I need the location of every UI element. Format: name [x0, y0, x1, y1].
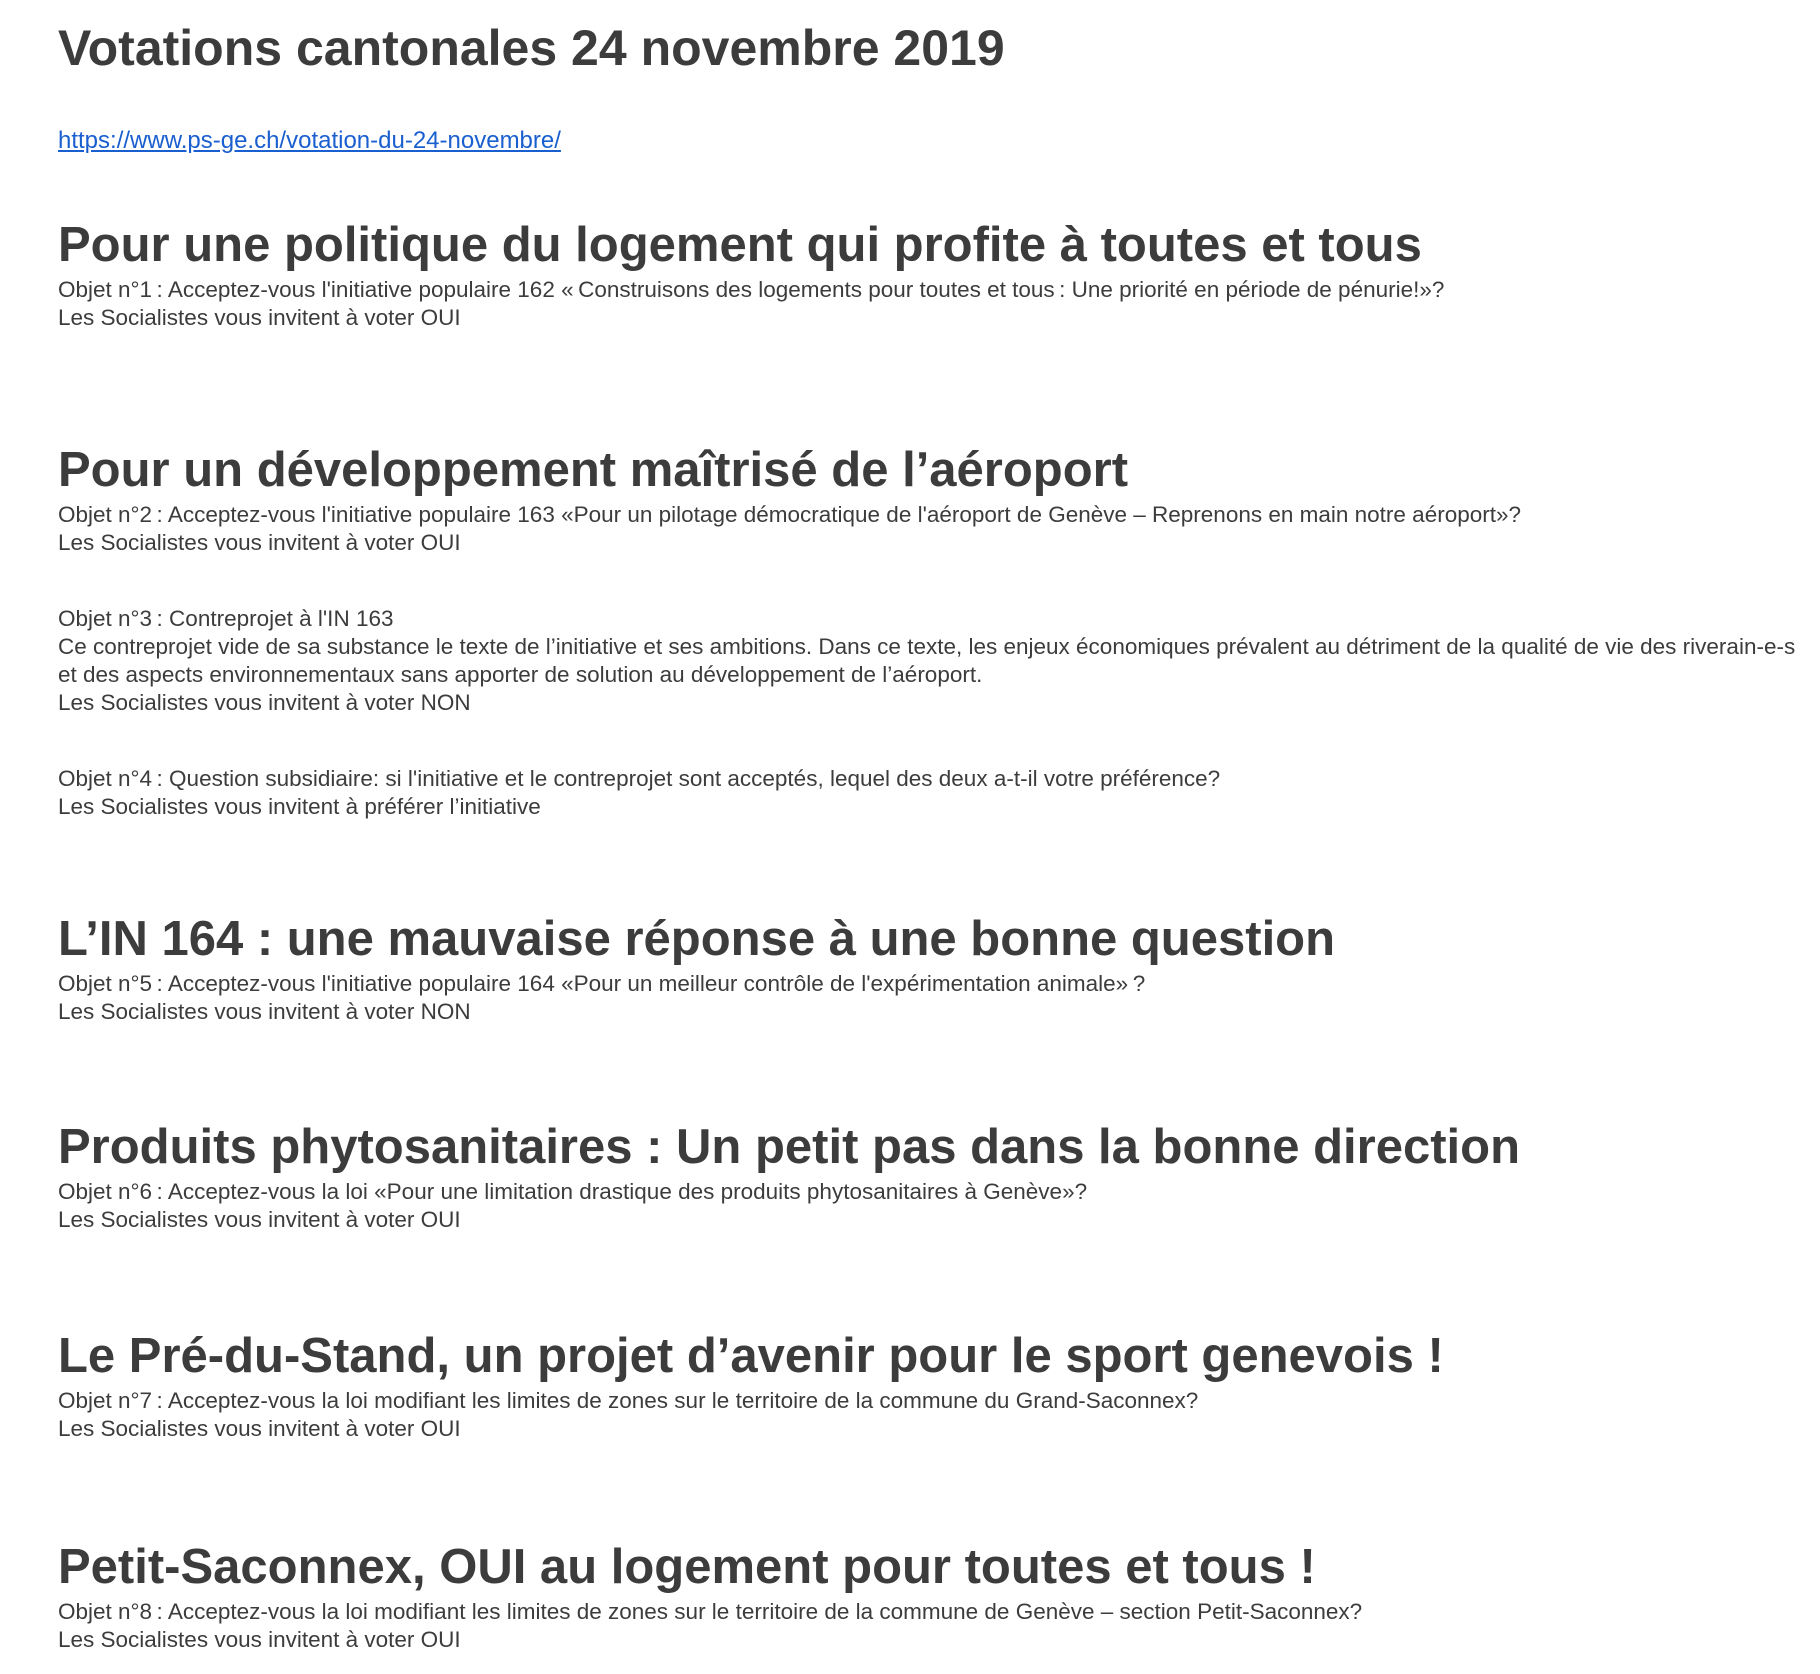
objet-7-recommendation: Les Socialistes vous invitent à voter OUI — [58, 1416, 461, 1441]
section-heading: L’IN 164 : une mauvaise réponse à une bonne question — [58, 912, 1336, 966]
objet-7-question: Objet n°7 : Acceptez-vous la loi modifiant les limites de zones sur le territoire de la commune du Grand-Saconnex? — [58, 1388, 1199, 1413]
objet-5-recommendation: Les Socialistes vous invitent à voter NON — [58, 999, 471, 1024]
section-phytosanitaires — [58, 1117, 1808, 1234]
objet-1-recommendation: Les Socialistes vous invitent à voter OUI — [58, 305, 461, 330]
objet-6-recommendation: Les Socialistes vous invitent à voter OUI — [58, 1207, 461, 1232]
objet-4-recommendation: Les Socialistes vous invitent à préférer l’initiative — [58, 794, 541, 819]
objet-4-question: Objet n°4 : Question subsidiaire: si l'initiative et le contreprojet sont acceptés, lequel des deux a-t-il votre préférence? — [58, 766, 1221, 791]
objet-3-description: Ce contreprojet vide de sa substance le texte de l’initiative et ses ambitions. Dans ce texte, les enjeux économiques prévalent au détriment de la qualité de vie des riverain-e-s et des aspects environnementaux sans apporter de solution au développement de l’aéroport. — [58, 634, 1796, 687]
section-heading: Le Pré-du-Stand, un projet d’avenir pour le sport genevois ! — [58, 1329, 1444, 1383]
objet-1-question: Objet n°1 : Acceptez-vous l'initiative populaire 162 « Construisons des logements pour toutes et tous : Une priorité en période de pénurie!»? — [58, 277, 1445, 302]
section-logement — [58, 215, 1808, 332]
section-heading: Produits phytosanitaires : Un petit pas dans la bonne direction — [58, 1120, 1521, 1174]
section-aeroport — [58, 440, 1808, 821]
section-heading: Petit-Saconnex, OUI au logement pour toutes et tous ! — [58, 1540, 1316, 1594]
objet-3-question: Objet n°3 : Contreprojet à l'IN 163 — [58, 606, 394, 631]
objet-8-recommendation: Les Socialistes vous invitent à voter OUI — [58, 1627, 461, 1652]
section-pre-du-stand — [58, 1326, 1808, 1443]
section-in164 — [58, 909, 1808, 1026]
section-heading: Pour un développement maîtrisé de l’aéroport — [58, 443, 1129, 497]
page-title: Votations cantonales 24 novembre 2019 — [58, 20, 1005, 76]
source-link[interactable]: https://www.ps-ge.ch/votation-du-24-novembre/ — [58, 127, 561, 154]
section-petit-saconnex — [58, 1537, 1808, 1654]
objet-2-recommendation: Les Socialistes vous invitent à voter OUI — [58, 530, 461, 555]
objet-5-question: Objet n°5 : Acceptez-vous l'initiative populaire 164 «Pour un meilleur contrôle de l'expérimentation animale» ? — [58, 971, 1146, 996]
objet-6-question: Objet n°6 : Acceptez-vous la loi «Pour une limitation drastique des produits phytosanitaires à Genève»? — [58, 1179, 1088, 1204]
objet-2-question: Objet n°2 : Acceptez-vous l'initiative populaire 163 «Pour un pilotage démocratique de l'aéroport de Genève – Reprenons en main notre aéroport»? — [58, 502, 1522, 527]
objet-8-question: Objet n°8 : Acceptez-vous la loi modifiant les limites de zones sur le territoire de la commune de Genève – section Petit-Saconnex? — [58, 1599, 1363, 1624]
objet-3-recommendation: Les Socialistes vous invitent à voter NON — [58, 690, 471, 715]
section-heading: Pour une politique du logement qui profite à toutes et tous — [58, 218, 1422, 272]
